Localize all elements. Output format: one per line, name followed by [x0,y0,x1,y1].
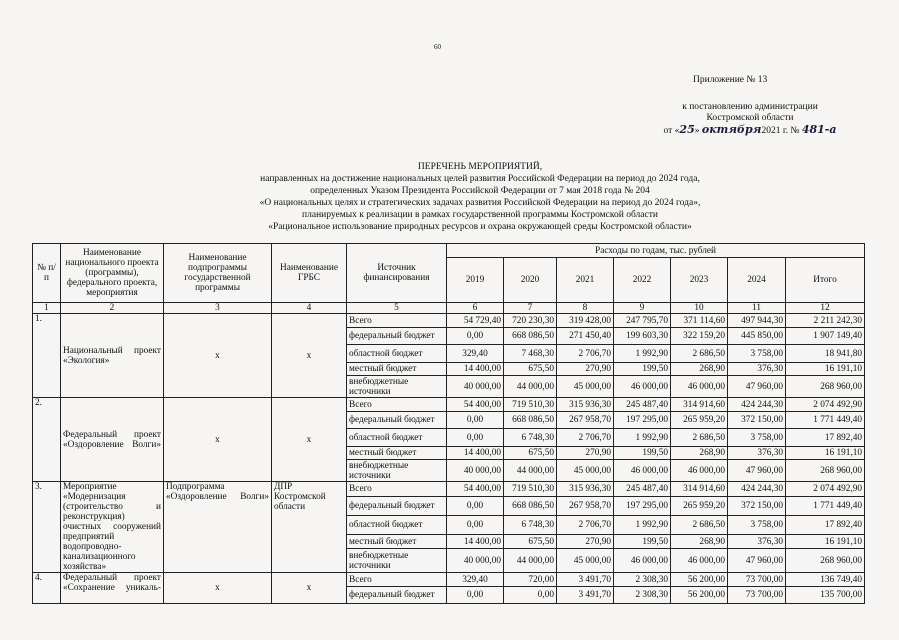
year-value: 719 510,30 [504,482,557,497]
year-value: 270,90 [557,535,614,549]
year-value: 45 000,00 [557,460,614,482]
header-grbs: Наименование ГРБС [272,244,347,303]
total-value: 1 771 449,40 [786,497,865,515]
year-value: 372 150,00 [728,412,786,429]
year-value: 40 000,00 [447,376,504,398]
funding-source: федеральный бюджет [347,497,447,515]
header-year: 2022 [614,258,671,303]
column-number: 3 [164,303,272,314]
year-value: 270,90 [557,447,614,460]
funding-source: Всего [347,482,447,497]
year-value: 47 960,00 [728,376,786,398]
year-value: 45 000,00 [557,549,614,573]
year-value: 46 000,00 [614,376,671,398]
subprogram-name: х [164,573,272,604]
year-value: 46 000,00 [671,376,728,398]
year-value: 199 603,30 [614,328,671,345]
table-row [33,573,865,587]
row-number: 3. [33,482,61,573]
header-year: 2021 [557,258,614,303]
project-name: Федеральный проект «Оздоровление Волги» [61,398,164,482]
year-value: 54 400,00 [447,482,504,497]
date-mid: » [694,126,702,136]
year-value: 265 959,20 [671,412,728,429]
year-value: 199,50 [614,535,671,549]
header-project: Наименование национального проекта (программы), федерального проекта, мероприятия [61,244,164,303]
funding-source: местный бюджет [347,363,447,376]
funding-source: областной бюджет [347,345,447,363]
year-value: 315 936,30 [557,398,614,412]
column-number: 8 [557,303,614,314]
year-value: 14 400,00 [447,447,504,460]
year-value: 268,90 [671,447,728,460]
year-value: 668 086,50 [504,412,557,429]
year-value: 329,40 [447,573,504,587]
year-value: 73 700,00 [728,587,786,604]
year-value: 46 000,00 [671,460,728,482]
year-value: 0,00 [504,587,557,604]
year-value: 497 944,30 [728,314,786,328]
total-value: 16 191,10 [786,447,865,460]
column-number: 7 [504,303,557,314]
year-value: 2 706,70 [557,345,614,363]
funding-source: Всего [347,398,447,412]
total-value: 268 960,00 [786,549,865,573]
year-value: 319 428,00 [557,314,614,328]
funding-source: внебюджетные источники [347,376,447,398]
year-value: 675,50 [504,363,557,376]
year-value: 197 295,00 [614,412,671,429]
year-value: 267 958,70 [557,412,614,429]
funding-source: Всего [347,314,447,328]
year-value: 720,00 [504,573,557,587]
year-value: 270,90 [557,363,614,376]
total-value: 17 892,40 [786,515,865,535]
year-value: 245 487,40 [614,398,671,412]
title-line: направленных на достижение национальных целей развития Российской Федерации на период до 2024 года, [260,174,700,184]
funding-source: Всего [347,573,447,587]
total-value: 2 211 242,30 [786,314,865,328]
year-value: 0,00 [447,497,504,515]
year-value: 376,30 [728,363,786,376]
year-value: 376,30 [728,447,786,460]
year-value: 720 230,30 [504,314,557,328]
year-value: 371 114,60 [671,314,728,328]
funding-source: федеральный бюджет [347,328,447,345]
table-row [33,314,865,328]
year-value: 197 295,00 [614,497,671,515]
document-title [120,161,840,233]
year-value: 0,00 [447,587,504,604]
date-prefix: от « [663,126,680,136]
year-value: 668 086,50 [504,497,557,515]
year-value: 44 000,00 [504,460,557,482]
year-value: 2 706,70 [557,515,614,535]
year-value: 0,00 [447,515,504,535]
year-value: 14 400,00 [447,535,504,549]
year-value: 268,90 [671,535,728,549]
year-value: 247 795,70 [614,314,671,328]
header-num: № п/п [33,244,61,303]
funding-source: внебюджетные источники [347,549,447,573]
decree-date-line [640,124,860,137]
decree-reference [640,102,860,137]
column-number: 6 [447,303,504,314]
header-total: Итого [786,258,865,303]
year-value: 3 758,00 [728,515,786,535]
header-year: 2023 [671,258,728,303]
grbs-name: х [272,573,347,604]
year-value: 199,50 [614,447,671,460]
year-value: 675,50 [504,447,557,460]
total-value: 1 771 449,40 [786,412,865,429]
year-value: 329,40 [447,345,504,363]
project-name: Национальный проект «Экология» [61,314,164,398]
funding-source: федеральный бюджет [347,587,447,604]
row-number: 1. [33,314,61,398]
decree-line-2: Костромской области [706,113,794,123]
column-number: 10 [671,303,728,314]
subprogram-name: Подпрограмма «Оздоровление Волги» [164,482,272,573]
total-value: 17 892,40 [786,429,865,447]
expenses-table [32,243,865,604]
column-number: 12 [786,303,865,314]
column-number: 1 [33,303,61,314]
title-line: планируемых к реализации в рамках государственной программы Костромской области [302,210,658,220]
year-value: 314 914,60 [671,482,728,497]
total-value: 136 749,40 [786,573,865,587]
year-value: 2 308,30 [614,587,671,604]
year-value: 47 960,00 [728,549,786,573]
year-value: 3 491,70 [557,587,614,604]
header-source: Источник финансирования [347,244,447,303]
title-line: «О национальных целях и стратегических задачах развития Российской Федерации на период до 2024 года», [259,198,701,208]
table-row [33,398,865,412]
handwritten-number: 481-а [801,123,837,136]
year-value: 56 200,00 [671,587,728,604]
year-value: 54 400,00 [447,398,504,412]
year-value: 47 960,00 [728,460,786,482]
year-value: 2 686,50 [671,515,728,535]
funding-source: федеральный бюджет [347,412,447,429]
subprogram-name: х [164,314,272,398]
header-expenses: Расходы по годам, тыс. рублей [447,244,865,258]
row-number: 4. [33,573,61,604]
total-value: 268 960,00 [786,460,865,482]
year-value: 44 000,00 [504,549,557,573]
funding-source: областной бюджет [347,515,447,535]
page-number: 60 [434,43,441,51]
year-value: 40 000,00 [447,460,504,482]
header-year: 2024 [728,258,786,303]
header-year: 2019 [447,258,504,303]
total-value: 16 191,10 [786,535,865,549]
year-value: 668 086,50 [504,328,557,345]
project-name: Мероприятие «Модернизация (строительство и реконструкция) очистных сооружений предприятий водопроводно-канализационного хозяйства» [61,482,164,573]
year-value: 0,00 [447,328,504,345]
year-value: 7 468,30 [504,345,557,363]
year-value: 424 244,30 [728,398,786,412]
subprogram-name: х [164,398,272,482]
total-value: 1 907 149,40 [786,328,865,345]
year-value: 1 992,90 [614,429,671,447]
appendix-title: Приложение № 13 [693,75,768,85]
year-value: 315 936,30 [557,482,614,497]
year-value: 14 400,00 [447,363,504,376]
column-number: 5 [347,303,447,314]
year-value: 46 000,00 [614,460,671,482]
year-value: 271 450,40 [557,328,614,345]
column-number: 9 [614,303,671,314]
header-subprogram: Наименование подпрограммы государственной программы [164,244,272,303]
header-year: 2020 [504,258,557,303]
year-value: 267 958,70 [557,497,614,515]
total-value: 268 960,00 [786,376,865,398]
year-value: 322 159,20 [671,328,728,345]
year-value: 268,90 [671,363,728,376]
column-number: 2 [61,303,164,314]
year-value: 1 992,90 [614,515,671,535]
year-value: 6 748,30 [504,515,557,535]
funding-source: внебюджетные источники [347,460,447,482]
year-value: 3 758,00 [728,429,786,447]
grbs-name: х [272,314,347,398]
year-value: 45 000,00 [557,376,614,398]
funding-source: местный бюджет [347,447,447,460]
handwritten-month: октября [701,123,762,136]
year-value: 372 150,00 [728,497,786,515]
date-year: 2021 г. № [761,126,802,136]
year-value: 199,50 [614,363,671,376]
year-value: 73 700,00 [728,573,786,587]
year-value: 314 914,60 [671,398,728,412]
year-value: 424 244,30 [728,482,786,497]
total-value: 135 700,00 [786,587,865,604]
column-number: 11 [728,303,786,314]
table-body [33,314,865,604]
decree-line-1: к постановлению администрации [682,102,818,112]
year-value: 445 850,00 [728,328,786,345]
grbs-name: ДПР Костромской области [272,482,347,573]
year-value: 40 000,00 [447,549,504,573]
year-value: 245 487,40 [614,482,671,497]
year-value: 44 000,00 [504,376,557,398]
handwritten-day: 25 [679,123,695,136]
year-value: 46 000,00 [614,549,671,573]
total-value: 2 074 492,90 [786,398,865,412]
year-value: 3 491,70 [557,573,614,587]
year-value: 2 308,30 [614,573,671,587]
funding-source: областной бюджет [347,429,447,447]
column-number: 4 [272,303,347,314]
year-value: 376,30 [728,535,786,549]
year-value: 56 200,00 [671,573,728,587]
year-value: 719 510,30 [504,398,557,412]
total-value: 18 941,80 [786,345,865,363]
project-name: Федеральный проект «Сохранение уникаль- [61,573,164,604]
funding-source: местный бюджет [347,535,447,549]
table-row [33,482,865,497]
title-line: определенных Указом Президента Российской Федерации от 7 мая 2018 года № 204 [310,186,650,196]
year-value: 54 729,40 [447,314,504,328]
year-value: 3 758,00 [728,345,786,363]
year-value: 6 748,30 [504,429,557,447]
grbs-name: х [272,398,347,482]
year-value: 46 000,00 [671,549,728,573]
total-value: 2 074 492,90 [786,482,865,497]
total-value: 16 191,10 [786,363,865,376]
title-line: «Рациональное использование природных ресурсов и охрана окружающей среды Костромской области» [268,222,692,232]
year-value: 2 686,50 [671,429,728,447]
year-value: 0,00 [447,412,504,429]
year-value: 1 992,90 [614,345,671,363]
year-value: 265 959,20 [671,497,728,515]
year-value: 2 706,70 [557,429,614,447]
row-number: 2. [33,398,61,482]
title-line: ПЕРЕЧЕНЬ МЕРОПРИЯТИЙ, [417,162,543,172]
year-value: 675,50 [504,535,557,549]
year-value: 2 686,50 [671,345,728,363]
year-value: 0,00 [447,429,504,447]
